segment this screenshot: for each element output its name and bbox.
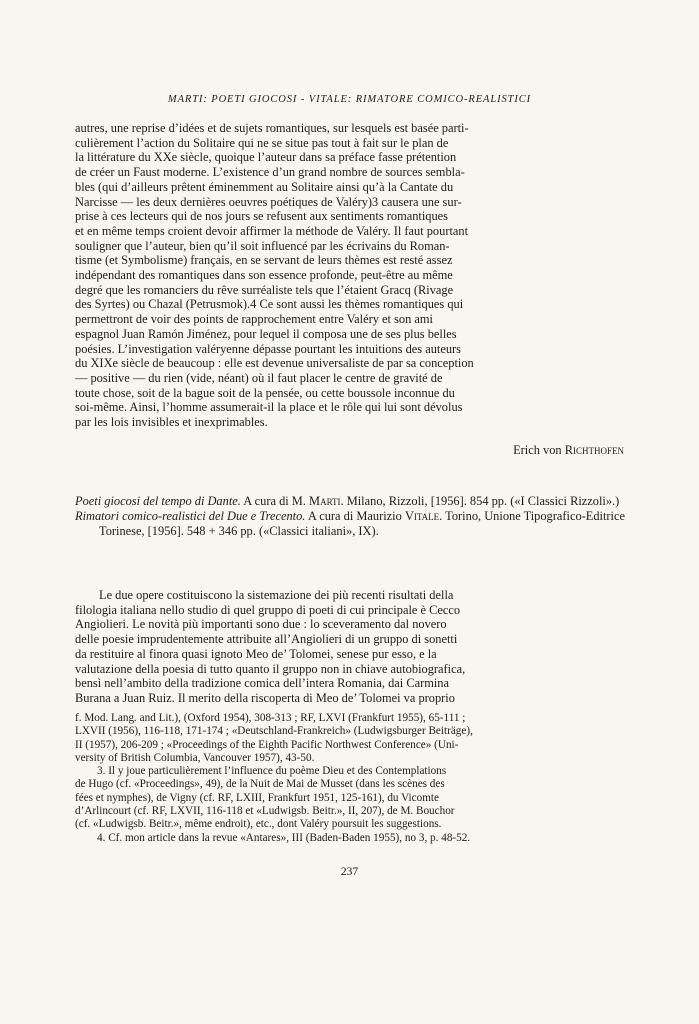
footnote-line: 4. Cf. mon article dans la revue «Antares», III (Baden-Baden 1955), no 3, p. 48-52. [97,831,471,844]
signature-surname: Richthofen [564,443,624,457]
review-line: par les lois invisibles et inexprimables. [75,415,268,430]
reference-entry [75,509,625,539]
reviewer-signature [513,443,624,458]
review-line: de créer un Faust moderne. L’existence d’un grand nombre de sources sembla- [75,165,465,180]
footnote-line: versity of British Columbia, Vancouver 1957), 43-50. [75,751,315,764]
reference-entry [75,494,625,509]
running-header: MARTI: POETI GIOCOSI - VITALE: RIMATORE COMICO-REALISTICI [167,94,532,105]
review-line: soi-même. Ainsi, l’homme assumerait-il la place et le rôle qui lui sont dévolus [75,400,463,415]
reference-editor: Vitale [404,509,440,524]
review-line: permettront de voir des points de rapprochement entre Valéry et son ami [75,312,433,327]
review-line: souligner que l’auteur, bien qu’il soit influencé par les écrivains du Roman- [75,238,450,253]
footnotes [75,712,625,845]
review-line: la littérature du XXe siècle, quoique l’auteur dans sa préface fasse prétention [75,150,457,165]
reference-title: Poeti giocosi del tempo di Dante. [75,494,241,508]
review-line: valutazione della poesia di tutto quanto il gruppo non in chiave autobiografica, [75,661,466,676]
review-line: Le due opere costituiscono la sistemazione dei più recenti risultati della [99,588,454,602]
reference-text: A cura di M. [243,494,306,508]
page-number: 237 [340,866,359,878]
review-line: bensì nell’ambito della tradizione comica dell’intera Romania, dai Carmina [75,676,449,691]
bibliographic-references [75,494,625,539]
review-line: — positive — du rien (vide, néant) où il faut placer le centre de gravité de [75,370,443,385]
review-line: prise à ces lecteurs qui de nos jours se refusent aux sentiments romantiques [75,209,448,224]
review-line: toute chose, soit de la bague soit de la pensée, ou cette boussole inconnue du [75,385,455,400]
review-line: et en même temps croient devoir affirmer la méthode de Valéry. Il faut pourtant [75,223,469,238]
review-line: espagnol Juan Ramón Jiménez, pour lequel il composa une de ses plus belles [75,326,457,341]
review-line: culièrement l’action du Solitaire qui ne se situe pas tout à fait sur le plan de [75,135,449,150]
review-line: Burana a Juan Ruiz. Il merito della riscoperta di Meo de’ Tolomei va proprio [75,690,455,705]
review-line: degré que les romanciers du rêve surréaliste tels que l’étaient Gracq (Rivage [75,282,454,297]
review-italian-body [75,588,625,706]
review-line: autres, une reprise d’idées et de sujets romantiques, sur lesquels est basée parti- [75,121,469,135]
review-line: Narcisse — les deux dernières oeuvres poétiques de Valéry)3 causera une sur- [75,194,462,209]
footnote-line: fées et nymphes), de Vigny (cf. RF, LXIII, Frankfurt 1951, 125-161), du Vicomte [75,791,439,804]
footnote-line: LXVII (1956), 116-118, 171-174 ; «Deutschland-Frankreich» (Ludwigsburger Beiträge), [75,725,473,738]
reference-text: . Torino, Unione Tipografico-Editrice Torinese, [1956]. 548 + 346 pp. («Classici italiani», IX). [99,509,625,539]
reference-text: A cura di Maurizio [307,509,402,524]
review-line: delle poesie imprudentemente attribuite all’Angiolieri di un gruppo di sonetti [75,632,458,647]
review-line: poésies. L’investigation valéryenne dépasse pourtant les intuitions des auteurs [75,341,461,356]
review-line: da restituire al finora quasi ignoto Meo de’ Tolomei, senese pur esso, e la [75,646,437,661]
review-line: indépendant des romantiques dans son essence profonde, peut-être au même [75,268,453,283]
review-line: des Syrtes) ou Chazal (Petrusmok).4 Ce sont aussi les thèmes romantiques qui [75,297,464,312]
reference-editor: Marti [309,494,341,508]
review-line: Angiolieri. Le novità più importanti sono due : lo sceveramento dal novero [75,617,447,632]
review-line: filologia italiana nello studio di quel gruppo di poeti di cui principale è Cecco [75,602,461,617]
reference-text: . Milano, Rizzoli, [1956]. 854 pp. («I Classici Rizzoli».) [340,494,620,508]
review-line: du XIXe siècle de beaucoup : elle est devenue universaliste de par sa conception [75,356,474,371]
footnote-line: (cf. «Ludwigsb. Beitr.», même endroit), etc., dont Valéry poursuit les suggestions. [75,818,442,831]
footnote-line: f. Mod. Lang. and Lit.), (Oxford 1954), 308-313 ; RF, LXVI (Frankfurt 1955), 65-111 ; [75,712,466,724]
reference-title: Rimatori comico-realistici del Due e Trecento. [75,509,306,524]
footnote-line: d’Arlincourt (cf. RF, LXVII, 116-118 et «Ludwigsb. Beitr.», II, 207), de M. Bouchor [75,805,455,818]
review-french-body [75,121,625,430]
signature-first: Erich von [513,443,562,457]
review-line: bles (qui d’ailleurs prêtent éminemment au Solitaire ainsi qu’à la Cantate du [75,179,454,194]
review-line: tisme (et Symbolisme) français, en se servant de leurs thèmes est resté assez [75,253,453,268]
footnote-line: de Hugo (cf. «Proceedings», 49), de la Nuit de Mai de Musset (dans les scènes des [75,778,445,791]
footnote-line: 3. Il y joue particulièrement l’influence du poème Dieu et des Contemplations [97,765,447,778]
footnote-line: II (1957), 206-209 ; «Proceedings of the Eighth Pacific Northwest Conference» (Uni- [75,738,459,751]
